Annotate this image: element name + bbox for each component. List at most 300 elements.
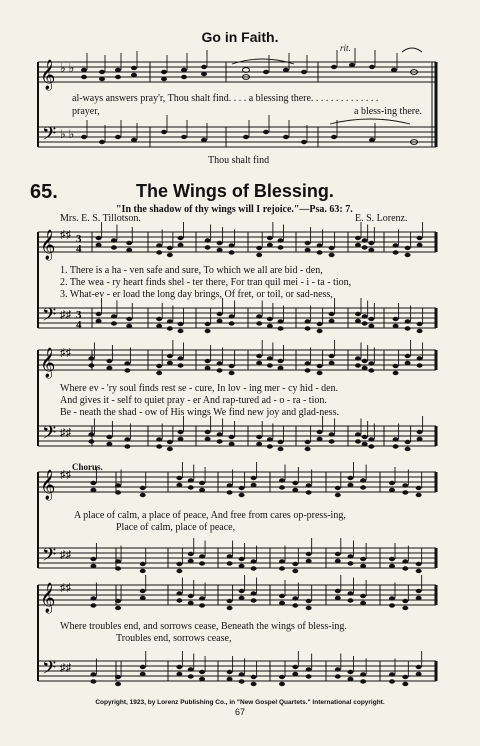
note-head	[140, 672, 146, 676]
note-head	[251, 675, 257, 679]
note-head	[279, 559, 285, 563]
note-head	[227, 554, 233, 558]
note-head	[251, 682, 257, 686]
note-head	[317, 329, 323, 333]
note-head	[317, 430, 323, 434]
note-head	[278, 366, 284, 370]
note-head	[360, 672, 366, 676]
note-head	[140, 493, 146, 497]
note-head	[199, 670, 205, 674]
note-head	[360, 679, 366, 683]
note-head	[88, 432, 94, 436]
note-head	[278, 238, 284, 242]
note-head	[267, 363, 273, 367]
note-head	[188, 485, 194, 489]
note-head	[368, 444, 374, 448]
note-head	[305, 326, 311, 330]
note-head	[402, 490, 408, 494]
note-head	[368, 437, 374, 441]
note-head	[126, 317, 132, 321]
note-head	[239, 672, 245, 676]
note-head	[347, 483, 353, 487]
note-head	[417, 430, 423, 434]
note-head	[239, 557, 245, 561]
note-head	[355, 439, 361, 443]
note-head	[167, 319, 173, 323]
note-head	[88, 439, 94, 443]
note-head	[278, 440, 284, 444]
note-head	[251, 591, 257, 595]
note-head	[90, 564, 96, 568]
note-head	[217, 439, 223, 443]
previous-hymn-lyrics-lower-right: a bless-ing there.	[354, 106, 423, 117]
note-head	[329, 361, 335, 365]
note-head	[90, 481, 96, 485]
note-head	[329, 319, 335, 323]
note-head	[278, 447, 284, 451]
note-head	[199, 677, 205, 681]
note-head	[156, 317, 162, 321]
note-head	[292, 596, 298, 600]
note-head	[199, 561, 205, 565]
note-head	[360, 594, 366, 598]
note-head	[317, 371, 323, 375]
note-head	[335, 493, 341, 497]
note-head	[335, 589, 341, 593]
note-head	[335, 674, 341, 678]
lyricist-credit: Mrs. E. S. Tillotson.	[60, 213, 141, 224]
note-head	[156, 324, 162, 328]
note-head	[279, 566, 285, 570]
note-head	[317, 322, 323, 326]
note-head	[156, 364, 162, 368]
note-head	[347, 476, 353, 480]
note-head	[305, 440, 311, 444]
note-head	[256, 314, 262, 318]
note-head	[205, 245, 211, 249]
note-head	[393, 317, 399, 321]
note-head	[362, 435, 368, 439]
note-head	[355, 363, 361, 367]
note-head	[405, 326, 411, 330]
note-head	[239, 589, 245, 593]
note-head	[405, 440, 411, 444]
note-head	[335, 667, 341, 671]
note-head	[239, 564, 245, 568]
verse-2-line-2: And gives it - self to quiet pray - er And rap-tured ad - o - ra - tion.	[60, 395, 327, 406]
note-head	[90, 488, 96, 492]
note-head	[256, 354, 262, 358]
time-signature-denominator: 4	[76, 243, 82, 255]
note-head	[188, 667, 194, 671]
note-head	[402, 599, 408, 603]
note-head	[229, 314, 235, 318]
note-head	[393, 243, 399, 247]
note-head	[96, 236, 102, 240]
note-head	[229, 250, 235, 254]
note-head	[329, 354, 335, 358]
note-head	[355, 319, 361, 323]
ritardando-mark: rit.	[340, 43, 351, 53]
bass-clef-icon: 𝄢	[42, 305, 57, 330]
note-head	[205, 238, 211, 242]
sharp-icon: ♯♯	[60, 309, 71, 321]
note-head	[227, 483, 233, 487]
note-head	[126, 324, 132, 328]
flat-icon: ♭ ♭	[60, 61, 75, 75]
sharp-icon: ♯♯	[60, 549, 71, 561]
note-head	[278, 245, 284, 249]
note-head	[167, 326, 173, 330]
note-head	[405, 354, 411, 358]
note-head	[306, 606, 312, 610]
note-head	[156, 243, 162, 247]
note-head	[156, 250, 162, 254]
note-head	[124, 444, 130, 448]
note-head	[227, 490, 233, 494]
note-head	[347, 670, 353, 674]
note-head	[167, 253, 173, 257]
note-head	[362, 321, 368, 325]
note-head	[402, 559, 408, 563]
bass-clef-icon: 𝄢	[42, 423, 57, 448]
note-head	[416, 672, 422, 676]
note-head	[205, 430, 211, 434]
treble-clef-icon: 𝄞	[40, 60, 56, 90]
chorus-label: Chorus.	[72, 462, 103, 472]
note-head	[360, 557, 366, 561]
note-head	[256, 321, 262, 325]
note-head	[416, 493, 422, 497]
sharp-icon: ♯♯	[60, 582, 71, 594]
note-head	[227, 561, 233, 565]
note-head	[126, 241, 132, 245]
note-head	[305, 361, 311, 365]
note-head	[229, 321, 235, 325]
note-head	[111, 245, 117, 249]
note-head	[306, 674, 312, 678]
note-head	[329, 432, 335, 436]
note-head	[317, 364, 323, 368]
note-head	[317, 243, 323, 247]
treble-clef-icon: 𝄞	[40, 348, 56, 378]
flat-icon: ♭ ♭	[60, 127, 75, 141]
note-head	[167, 447, 173, 451]
time-signature-denominator: 4	[76, 319, 82, 331]
note-head	[178, 322, 184, 326]
note-head	[355, 243, 361, 247]
note-head	[115, 682, 121, 686]
note-head	[90, 596, 96, 600]
note-head	[267, 437, 273, 441]
note-head	[178, 430, 184, 434]
note-head	[368, 317, 374, 321]
verse-3-line-2: Be - neath the shad - ow of His wings We find new joy and glad-ness.	[60, 407, 339, 418]
note-head	[176, 569, 182, 573]
note-head	[402, 483, 408, 487]
note-head	[389, 596, 395, 600]
time-signature-numerator: 3	[76, 233, 82, 245]
note-head	[156, 437, 162, 441]
note-head	[199, 603, 205, 607]
note-head	[115, 483, 121, 487]
note-head	[115, 675, 121, 679]
note-head	[176, 665, 182, 669]
note-head	[239, 493, 245, 497]
note-head	[239, 679, 245, 683]
note-head	[205, 322, 211, 326]
note-head	[227, 606, 233, 610]
note-head	[306, 599, 312, 603]
note-head	[335, 596, 341, 600]
note-head	[176, 562, 182, 566]
sharp-icon: ♯♯	[60, 229, 71, 241]
note-head	[188, 594, 194, 598]
note-head	[393, 364, 399, 368]
note-head	[292, 672, 298, 676]
note-head	[389, 481, 395, 485]
verse-3-line-1: 3. What-ev - er load the long day brings, Of fret, or toil, or sad-ness,	[60, 289, 333, 300]
note-head	[115, 566, 121, 570]
note-head	[229, 442, 235, 446]
note-head	[199, 481, 205, 485]
note-head	[178, 363, 184, 367]
sharp-icon: ♯♯	[60, 427, 71, 439]
note-head	[393, 444, 399, 448]
note-head	[329, 246, 335, 250]
bass-clef-icon: 𝄢	[42, 658, 57, 683]
note-head	[405, 361, 411, 365]
bass-clef-icon: 𝄢	[42, 124, 57, 149]
note-head	[417, 322, 423, 326]
note-head	[96, 319, 102, 323]
note-head	[140, 562, 146, 566]
chorus-line-2-lower: Troubles end, sorrows cease,	[116, 633, 232, 644]
note-head	[217, 361, 223, 365]
note-head	[188, 552, 194, 556]
note-head	[317, 437, 323, 441]
note-head	[292, 665, 298, 669]
note-head	[306, 483, 312, 487]
note-head	[205, 437, 211, 441]
note-head	[389, 557, 395, 561]
note-head	[205, 359, 211, 363]
note-head	[355, 356, 361, 360]
note-head	[355, 432, 361, 436]
note-head	[106, 359, 112, 363]
note-head	[389, 672, 395, 676]
note-head	[417, 236, 423, 240]
note-head	[362, 442, 368, 446]
note-head	[140, 596, 146, 600]
note-head	[355, 312, 361, 316]
note-head	[417, 363, 423, 367]
note-head	[305, 241, 311, 245]
note-head	[178, 236, 184, 240]
note-head	[106, 442, 112, 446]
note-head	[278, 326, 284, 330]
note-head	[347, 561, 353, 565]
note-head	[267, 444, 273, 448]
note-head	[362, 314, 368, 318]
note-head	[111, 314, 117, 318]
note-head	[362, 238, 368, 242]
note-head	[90, 679, 96, 683]
note-head	[229, 243, 235, 247]
chorus-line-1-upper: A place of calm, a place of peace, And free from cares op-press-ing,	[74, 510, 346, 521]
note-head	[278, 359, 284, 363]
note-head	[267, 324, 273, 328]
previous-hymn-lyrics-upper: al-ways answers pray'r, Thou shalt find. . . . a blessing there. . . . . . . . . . . . . .	[72, 93, 379, 104]
chorus-line-1-lower: Place of calm, place of peace,	[116, 522, 236, 533]
note-head	[416, 486, 422, 490]
note-head	[178, 329, 184, 333]
note-head	[416, 589, 422, 593]
note-head	[199, 596, 205, 600]
note-head	[178, 437, 184, 441]
note-head	[347, 598, 353, 602]
note-head	[329, 253, 335, 257]
note-head	[111, 321, 117, 325]
note-head	[217, 312, 223, 316]
note-head	[347, 554, 353, 558]
note-head	[256, 435, 262, 439]
note-head	[140, 665, 146, 669]
note-head	[368, 248, 374, 252]
bass-clef-icon: 𝄢	[42, 545, 57, 570]
sharp-icon: ♯♯	[60, 469, 71, 481]
copyright-notice: Copyright, 1923, by Lorenz Publishing Co., in "New Gospel Quartets." International copyright.	[95, 699, 385, 706]
note-head	[292, 562, 298, 566]
note-head	[405, 253, 411, 257]
note-head	[417, 329, 423, 333]
note-head	[115, 559, 121, 563]
sharp-icon: ♯♯	[60, 662, 71, 674]
treble-clef-icon: 𝄞	[40, 470, 56, 500]
note-head	[306, 490, 312, 494]
note-head	[227, 599, 233, 603]
note-head	[199, 554, 205, 558]
note-head	[205, 366, 211, 370]
note-head	[188, 674, 194, 678]
note-head	[256, 361, 262, 365]
note-head	[124, 368, 130, 372]
note-head	[217, 368, 223, 372]
note-head	[335, 552, 341, 556]
note-head	[96, 243, 102, 247]
note-head	[393, 324, 399, 328]
note-head	[279, 601, 285, 605]
note-head	[279, 675, 285, 679]
note-head	[229, 371, 235, 375]
note-head	[360, 601, 366, 605]
note-head	[279, 478, 285, 482]
note-head	[360, 485, 366, 489]
hymn-number: 65.	[30, 181, 58, 203]
composer-credit: E. S. Lorenz.	[355, 213, 408, 224]
time-signature-numerator: 3	[76, 309, 82, 321]
note-head	[305, 248, 311, 252]
note-head	[256, 253, 262, 257]
note-head	[416, 569, 422, 573]
note-head	[368, 241, 374, 245]
note-head	[167, 361, 173, 365]
note-head	[278, 319, 284, 323]
note-head	[292, 481, 298, 485]
note-head	[267, 236, 273, 240]
note-head	[360, 564, 366, 568]
treble-clef-icon: 𝄞	[40, 230, 56, 260]
note-head	[140, 569, 146, 573]
note-head	[176, 598, 182, 602]
note-head	[405, 319, 411, 323]
note-head	[362, 359, 368, 363]
note-head	[217, 241, 223, 245]
note-head	[167, 354, 173, 358]
note-head	[256, 246, 262, 250]
note-head	[251, 559, 257, 563]
note-head	[329, 439, 335, 443]
note-head	[305, 447, 311, 451]
note-head	[178, 243, 184, 247]
verse-2-line-1: 2. The wea - ry heart finds shel - ter there, For tran quil mei - i - ta - tion,	[60, 277, 352, 288]
note-head	[140, 486, 146, 490]
note-head	[188, 601, 194, 605]
note-head	[251, 566, 257, 570]
note-head	[292, 569, 298, 573]
note-head	[305, 368, 311, 372]
note-head	[405, 447, 411, 451]
note-head	[90, 557, 96, 561]
note-head	[368, 368, 374, 372]
note-head	[176, 476, 182, 480]
note-head	[402, 606, 408, 610]
note-head	[251, 476, 257, 480]
note-head	[124, 437, 130, 441]
note-head	[106, 366, 112, 370]
note-head	[96, 312, 102, 316]
note-head	[256, 442, 262, 446]
note-head	[405, 246, 411, 250]
note-head	[417, 356, 423, 360]
note-head	[389, 679, 395, 683]
previous-hymn-lyrics-lower-left: prayer,	[72, 106, 100, 117]
note-head	[90, 603, 96, 607]
note-head	[217, 319, 223, 323]
note-head	[335, 559, 341, 563]
note-head	[389, 488, 395, 492]
note-head	[217, 432, 223, 436]
note-head	[115, 490, 121, 494]
note-head	[306, 667, 312, 671]
note-head	[115, 606, 121, 610]
page-number: 67	[234, 707, 245, 717]
note-head	[88, 363, 94, 367]
note-head	[362, 366, 368, 370]
note-head	[416, 562, 422, 566]
treble-clef-icon: 𝄞	[40, 583, 56, 613]
note-head	[389, 564, 395, 568]
note-head	[188, 478, 194, 482]
note-head	[88, 356, 94, 360]
chorus-line-2-upper: Where troubles end, and sorrows cease, Beneath the wings of bless-ing.	[60, 621, 347, 632]
note-head	[188, 559, 194, 563]
note-head	[292, 603, 298, 607]
note-head	[317, 250, 323, 254]
note-head	[90, 672, 96, 676]
note-head	[416, 665, 422, 669]
note-head	[126, 248, 132, 252]
